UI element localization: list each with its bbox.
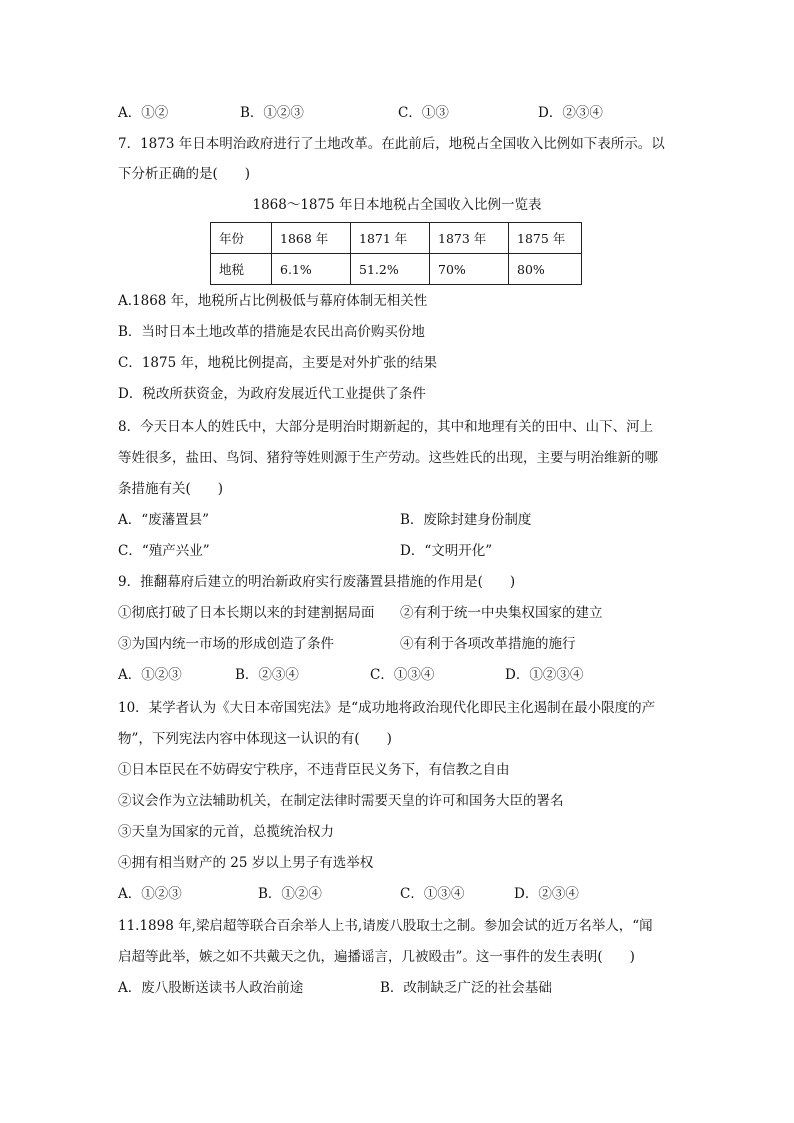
q7-option-a: A.1868 年，地税所占比例极低与幕府体制无相关性 (118, 293, 428, 309)
q10-option-a: A．①②③ (118, 886, 182, 902)
q8-stem-line-3: 条措施有关( ) (118, 481, 224, 497)
q6-option-b: B．①②③ (240, 105, 304, 121)
q10-option-b: B．①②④ (258, 886, 322, 902)
q9-option-b: B．②③④ (235, 667, 299, 683)
q8-option-a: A．“废藩置县” (118, 512, 210, 528)
q10-item-2: ②议会作为立法辅助机关，在制定法律时需要天皇的许可和国务大臣的署名 (118, 793, 564, 809)
q10-option-c: C．①③④ (400, 886, 465, 902)
table-cell: 年份 (211, 223, 272, 254)
q9-option-d: D．①②③④ (505, 667, 584, 683)
q9-item-3: ③为国内统一市场的形成创造了条件 (118, 636, 334, 652)
land-tax-table (210, 222, 582, 285)
table-header-row (211, 223, 582, 254)
q8-option-c: C．“殖产兴业” (118, 543, 210, 559)
q7-option-b: B．当时日本土地改革的措施是农民出高价购买份地 (118, 324, 425, 340)
q8-option-b: B．废除封建身份制度 (400, 512, 532, 528)
q7-stem-line-2: 下分析正确的是( ) (118, 166, 251, 182)
table-cell: 1873 年 (430, 223, 509, 254)
table-row (211, 254, 582, 285)
q11-option-b: B．改制缺乏广泛的社会基础 (380, 980, 552, 996)
q9-item-2: ②有利于统一中央集权国家的建立 (400, 605, 603, 621)
table-cell: 51.2% (351, 254, 430, 285)
q11-stem-line-2: 启超等此举，嫉之如不共戴天之仇，遍播谣言，几被殴击”。这一事件的发生表明( ) (118, 949, 635, 965)
q6-option-c: C．①③ (398, 105, 449, 121)
table-cell: 1868 年 (272, 223, 351, 254)
q7-option-c: C．1875 年，地税比例提高，主要是对外扩张的结果 (118, 355, 437, 371)
q7-stem-line-1: 7．1873 年日本明治政府进行了土地改革。在此前后，地税占全国收入比例如下表所示。以 (118, 136, 665, 152)
q10-item-1: ①日本臣民在不妨碍安宁秩序，不违背臣民义务下，有信教之自由 (118, 762, 510, 778)
q11-stem-line-1: 11.1898 年,梁启超等联合百余举人上书,请废八股取士之制。参加会试的近万名举人，“闻 (118, 918, 653, 934)
q10-stem-line-2: 物”，下列宪法内容中体现这一认识的有( ) (118, 731, 392, 747)
table-cell: 1875 年 (509, 223, 582, 254)
q9-item-4: ④有利于各项改革措施的施行 (400, 636, 576, 652)
table-cell: 6.1% (272, 254, 351, 285)
q6-option-d: D．②③④ (538, 105, 603, 121)
table-cell: 1871 年 (351, 223, 430, 254)
q10-item-3: ③天皇为国家的元首，总揽统治权力 (118, 824, 334, 840)
q8-stem-line-2: 等姓很多，盐田、鸟饲、猪狩等姓则源于生产劳动。这些姓氏的出现，主要与明治维新的哪 (118, 450, 658, 466)
table-cell: 地税 (211, 254, 272, 285)
q6-option-a: A．①② (118, 105, 169, 121)
q7-option-d: D．税改所获资金，为政府发展近代工业提供了条件 (118, 386, 426, 402)
q10-option-d: D．②③④ (514, 886, 579, 902)
table-cell: 70% (430, 254, 509, 285)
q9-item-1: ①彻底打破了日本长期以来的封建割据局面 (118, 605, 375, 621)
q7-table-caption: 1868～1875 年日本地税占全国收入比例一览表 (252, 197, 542, 213)
q10-item-4: ④拥有相当财产的 25 岁以上男子有选举权 (118, 855, 374, 871)
q11-option-a: A．废八股断送读书人政治前途 (118, 980, 304, 996)
q10-stem-line-1: 10．某学者认为《大日本帝国宪法》是“成功地将政治现代化即民主化遏制在最小限度的产 (118, 700, 656, 716)
q9-stem-line-1: 9．推翻幕府后建立的明治新政府实行废藩置县措施的作用是( ) (118, 574, 516, 590)
q8-option-d: D．“文明开化” (400, 543, 493, 559)
q8-stem-line-1: 8．今天日本人的姓氏中，大部分是明治时期新起的，其中和地理有关的田中、山下、河上 (118, 419, 654, 435)
table-cell: 80% (509, 254, 582, 285)
q9-option-c: C．①③④ (370, 667, 435, 683)
q9-option-a: A．①②③ (118, 667, 182, 683)
